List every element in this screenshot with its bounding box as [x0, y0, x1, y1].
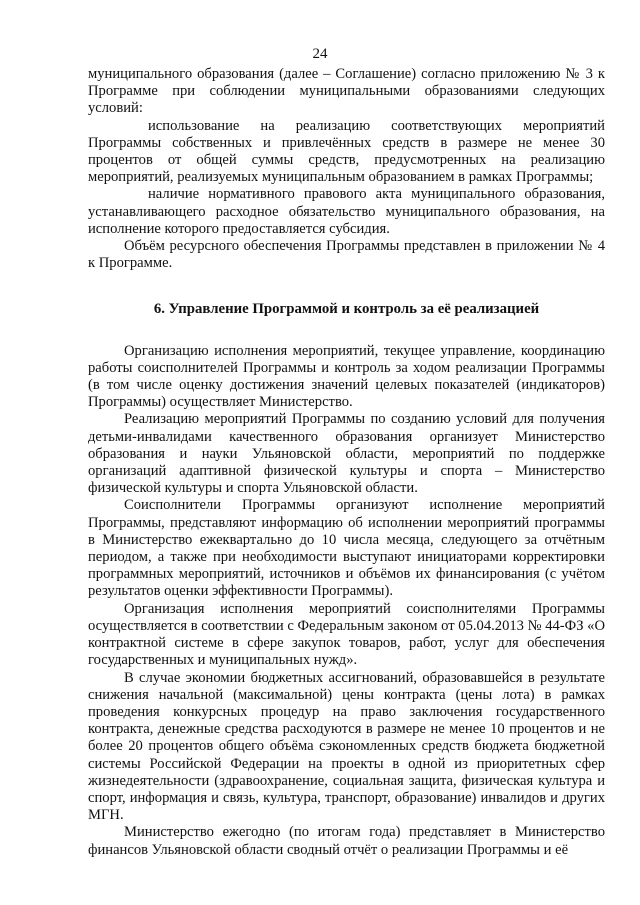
- paragraph: наличие нормативного правового акта муниципального образования, устанавливающего расходное обязательство муниципального образования, на исполнение которого предоставляется субсидия.: [88, 186, 605, 237]
- page-number: 24: [312, 46, 328, 62]
- paragraph: муниципального образования (далее – Соглашение) согласно приложению № 3 к Программе при соблюдении муниципальными образованиями следующих условий:: [88, 66, 605, 117]
- page-body: [88, 66, 605, 859]
- paragraph: Соисполнители Программы организуют исполнение мероприятий Программы, представляют информацию об исполнении мероприятий программы в Министерство ежеквартально до 10 числа месяца, следующего за отчётным периодом, а также при необходимости выступают инициаторами корректировки программных мероприятий, источников и объёмов их финансирования (с учётом результатов оценки эффективности Программы).: [88, 497, 605, 600]
- paragraph: использование на реализацию соответствующих мероприятий Программы собственных и привлечённых средств в размере не менее 30 процентов от общей суммы средств, предусмотренных на реализацию мероприятий, реализуемых муниципальным образованием в рамках Программы;: [88, 117, 605, 186]
- paragraph: Организацию исполнения мероприятий, текущее управление, координацию работы соисполнителей Программы и контроль за ходом реализации Программы (в том числе оценку достижения значений целевых показателей (индикаторов) Программы) осуществляет Министерство.: [88, 342, 605, 411]
- paragraph: Объём ресурсного обеспечения Программы представлен в приложении № 4 к Программе.: [88, 238, 605, 272]
- paragraph: Министерство ежегодно (по итогам года) представляет в Министерство финансов Ульяновской области сводный отчёт о реализации Программы и её: [88, 824, 605, 858]
- paragraph: Организация исполнения мероприятий соисполнителями Программы осуществляется в соответствии с Федеральным законом от 05.04.2013 № 44-ФЗ «О контрактной системе в сфере закупок товаров, работ, услуг для обеспечения государственных и муниципальных нужд».: [88, 600, 605, 669]
- paragraph: Реализацию мероприятий Программы по созданию условий для получения детьми-инвалидами качественного образования организует Министерство образования и науки Ульяновской области, мероприятий по поддержке организаций адаптивной физической культуры и спорта – Министерство физической культуры и спорта Ульяновской области.: [88, 411, 605, 497]
- paragraph: В случае экономии бюджетных ассигнований, образовавшейся в результате снижения начальной (максимальной) цены контракта (цены лота) в рамках проведения конкурсных процедур на право заключения государственного контракта, денежные средства расходуются в размере не менее 10 процентов и не более 20 процентов общего объёма сэкономленных средств бюджета бюджетной системы Российской Федерации на проекты в одной из приоритетных сфер жизнедеятельности (здравоохранение, социальная защита, физическая культура и спорт, информация и связь, культура, транспорт, образование) инвалидов и других МГН.: [88, 669, 605, 824]
- section-heading: 6. Управление Программой и контроль за её реализацией: [153, 301, 540, 318]
